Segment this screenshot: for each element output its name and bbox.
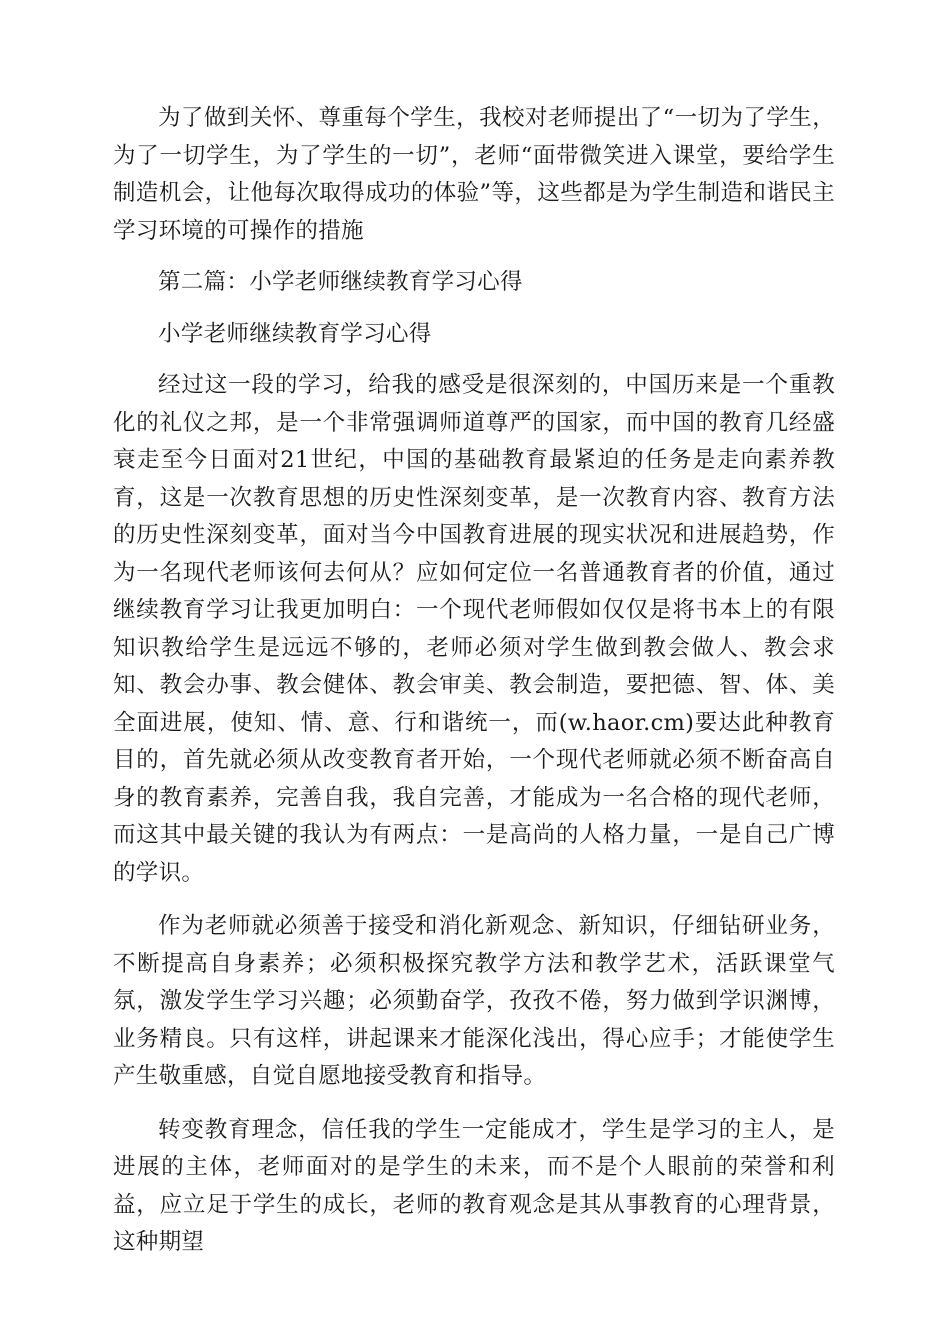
paragraph-body-2: 作为老师就必须善于接受和消化新观念、新知识，仔细钻研业务，不断提高自身素养；必须积极探究教学方法和教学艺术，活跃课堂气氛，激发学生学习兴趣；必须勤奋学，孜孜不倦，努力做到学识渊博，业务精良。只有这样，讲起课来才能深化浅出，得心应手；才能使学生产生敬重感，自觉自愿地接受教育和指导。	[113, 913, 835, 1089]
article-title: 小学老师继续教育学习心得	[158, 320, 432, 347]
section-heading: 第二篇：小学老师继续教育学习心得	[158, 269, 523, 295]
paragraph-body-3: 转变教育理念，信任我的学生一定能成才，学生是学习的主人，是进展的主体，老师面对的是学生的未来，而不是个人眼前的荣誉和利益，应立足于学生的成长，老师的教育观念是其从事教育的心理背景，这种期望	[113, 1116, 835, 1255]
document-page	[113, 100, 835, 1262]
paragraph-intro: 为了做到关怀、尊重每个学生，我校对老师提出了“一切为了学生，为了一切学生，为了学生的一切”，老师“面带微笑进入课堂，要给学生制造机会，让他每次取得成功的体验”等，这些都是为学生制造和谐民主学习环境的可操作的措施	[113, 105, 835, 244]
paragraph-body-1: 经过这一段的学习，给我的感受是很深刻的，中国历来是一个重教化的礼仪之邦，是一个非常强调师道尊严的国家，而中国的教育几经盛衰走至今日面对21世纪，中国的基础教育最紧迫的任务是走向素养教育，这是一次教育思想的历史性深刻变革，是一次教育内容、教育方法的历史性深刻变革，面对当今中国教育进展的现实状况和进展趋势，作为一名现代老师该何去何从？应如何定位一名普通教育者的价值，通过继续教育学习让我更加明白：一个现代老师假如仅仅是将书本上的有限知识教给学生是远远不够的，老师必须对学生做到教会做人、教会求知、教会办事、教会健体、教会审美、教会制造，要把德、智、体、美全面进展，使知、情、意、行和谐统一，而(w.haor.cm)要达此种教育目的，首先就必须从改变教育者开始，一个现代老师就必须不断奋高自身的教育素养，完善自我，我自完善，才能成为一名合格的现代老师，而这其中最关键的我认为有两点：一是高尚的人格力量，一是自己广博的学识。	[113, 372, 835, 886]
